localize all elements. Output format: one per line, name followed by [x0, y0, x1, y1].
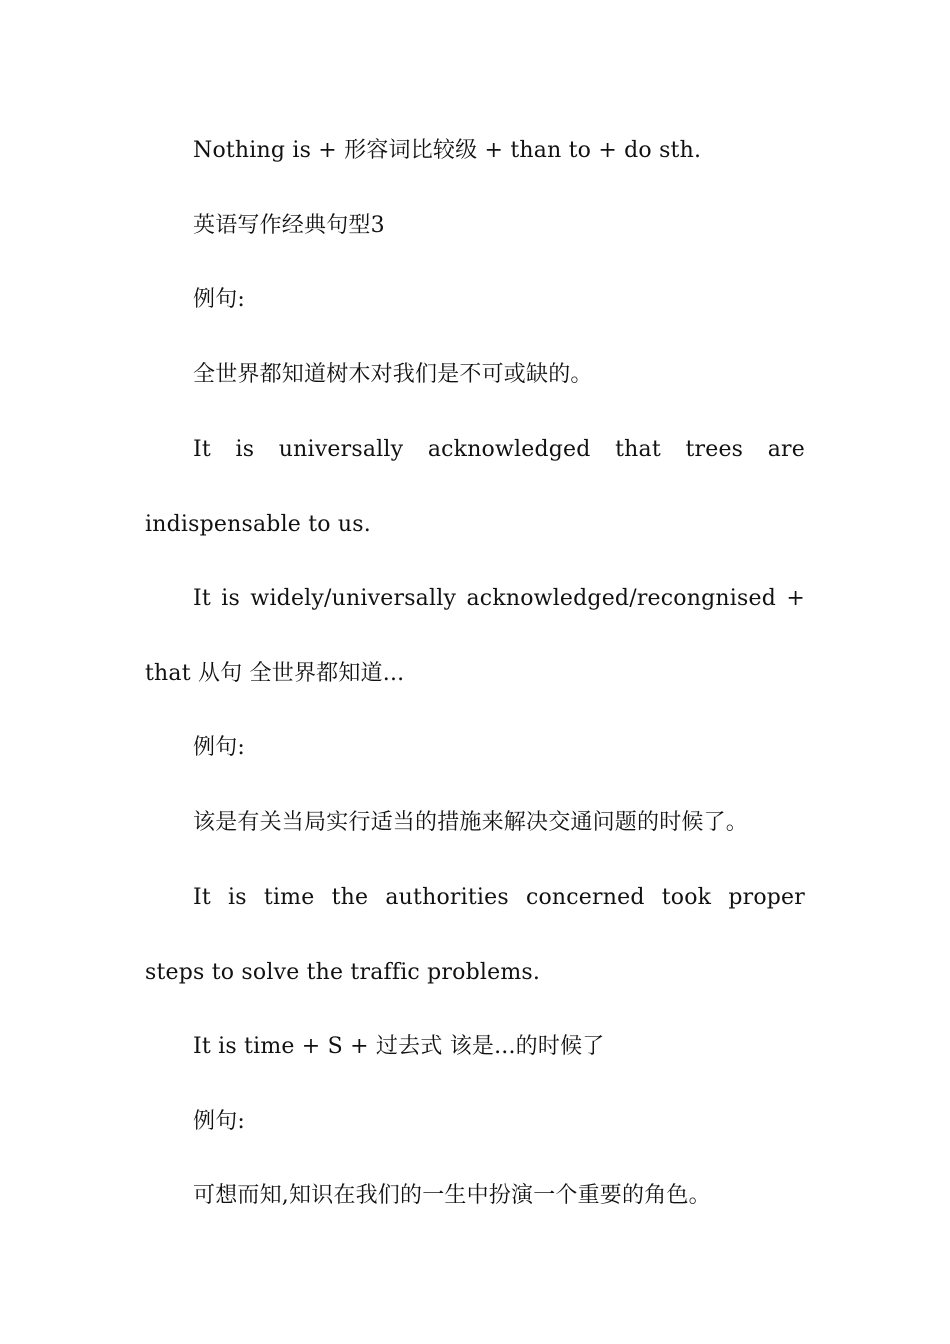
- example-chinese: 该是有关当局实行适当的措施来解决交通问题的时候了。: [193, 810, 749, 835]
- example-english-line-1: It is time the authorities concerned took proper: [193, 885, 805, 910]
- pattern-line-1: It is widely/universally acknowledged/recongnised +: [193, 586, 805, 611]
- section-heading: 英语写作经典句型3: [193, 213, 385, 238]
- example-label: 例句:: [193, 1109, 246, 1134]
- text-line: Nothing is + 形容词比较级 + than to + do sth.: [193, 138, 702, 163]
- example-chinese: 全世界都知道树木对我们是不可或缺的。: [193, 362, 593, 387]
- pattern-line: It is time + S + 过去式 该是...的时候了: [193, 1034, 605, 1059]
- example-label: 例句:: [193, 735, 246, 760]
- example-english-line-1: It is universally acknowledged that trees are: [193, 437, 805, 462]
- example-english-line-2: indispensable to us.: [145, 512, 371, 537]
- example-english-line-2: steps to solve the traffic problems.: [145, 960, 541, 985]
- example-label: 例句:: [193, 287, 246, 312]
- example-chinese: 可想而知,知识在我们的一生中扮演一个重要的角色。: [193, 1183, 711, 1208]
- pattern-line-2: that 从句 全世界都知道...: [145, 661, 405, 686]
